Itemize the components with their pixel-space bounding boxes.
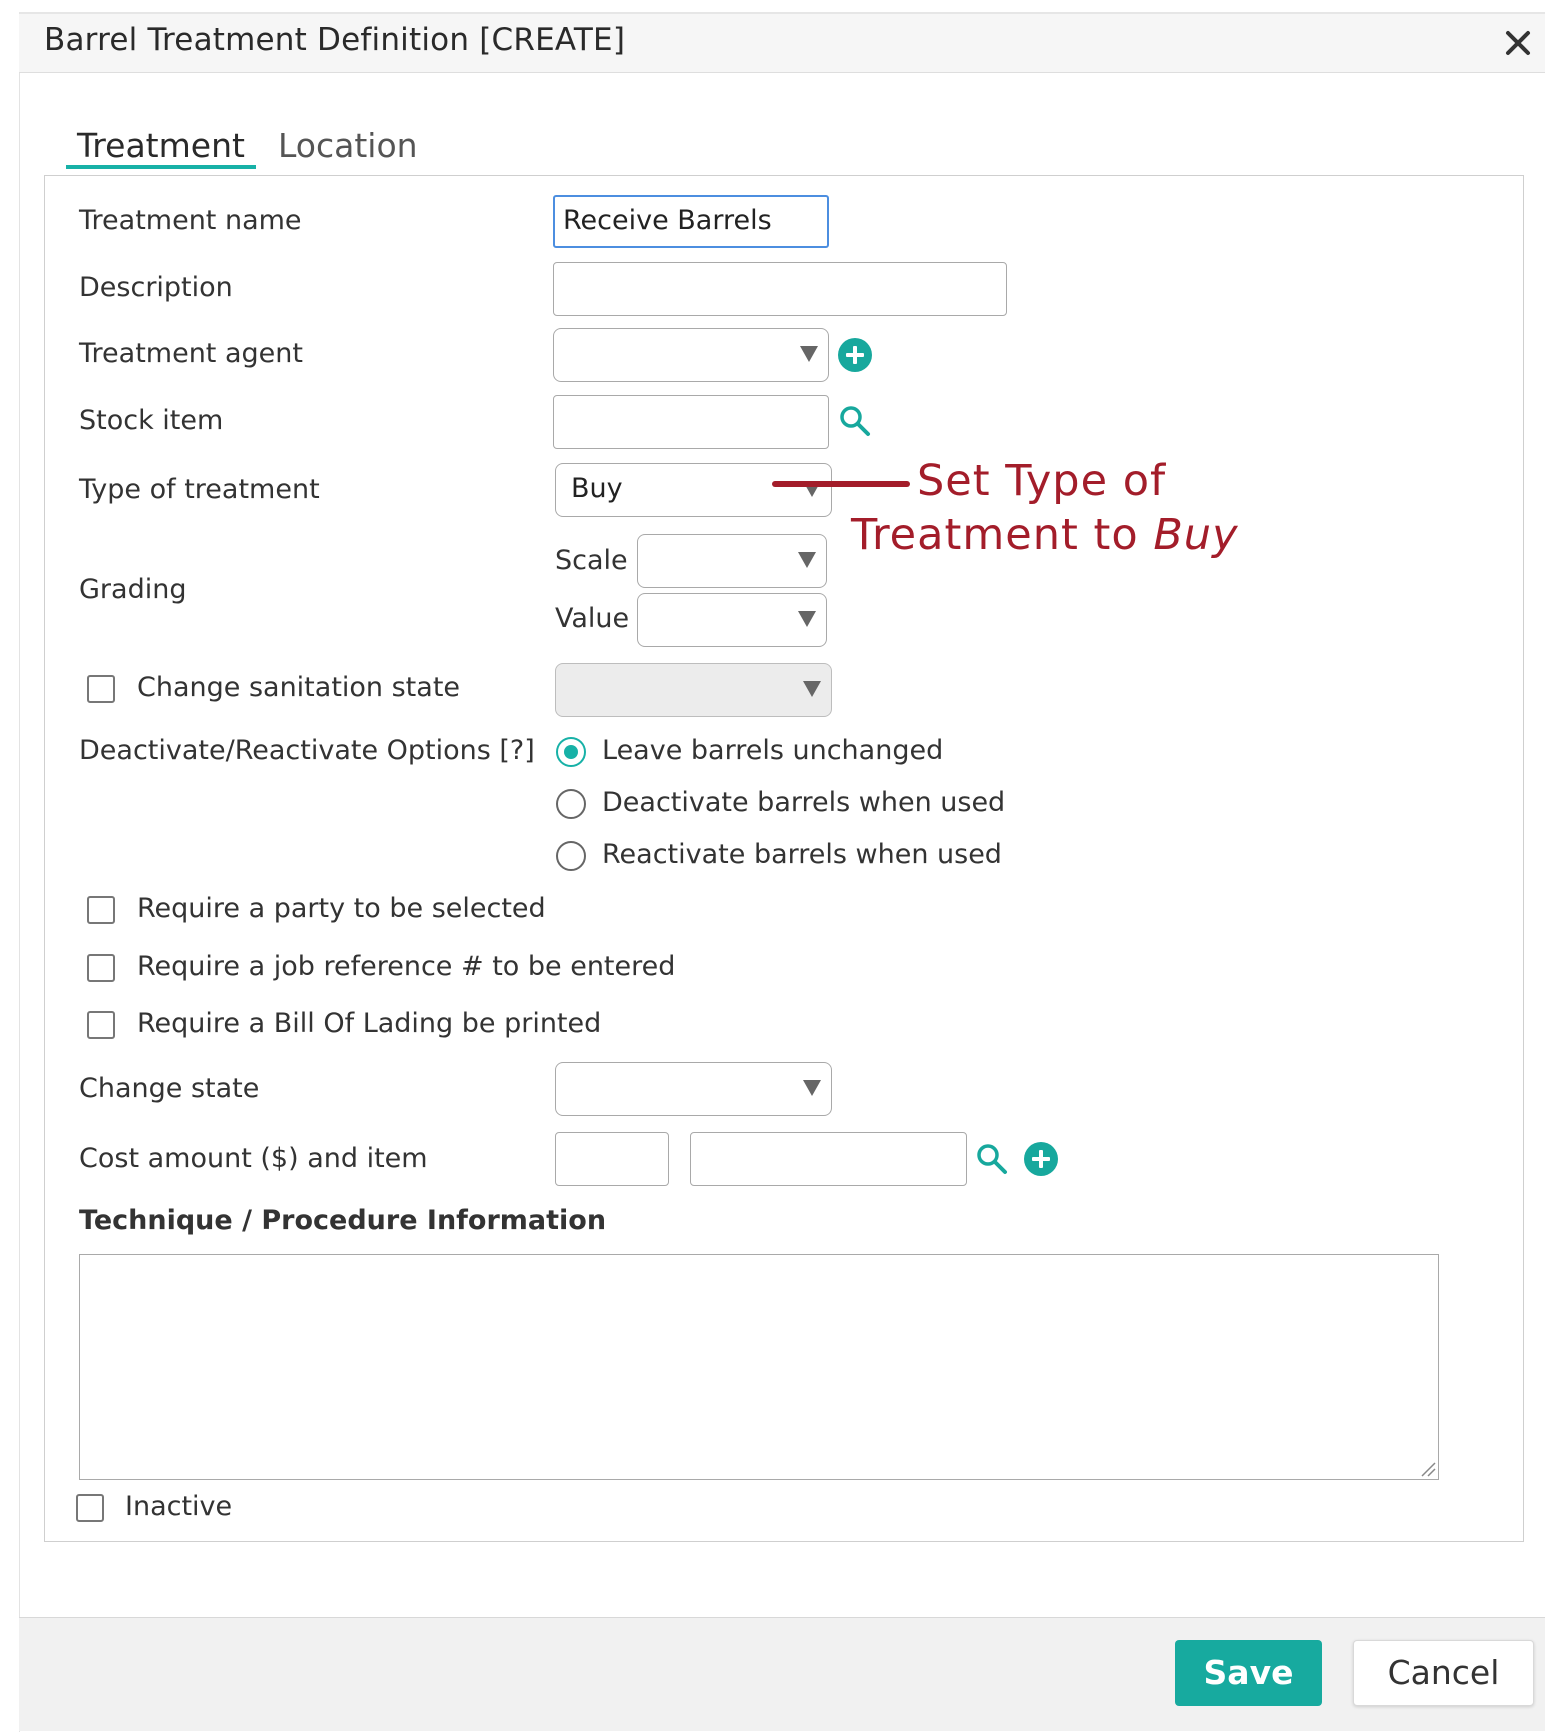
type-of-treatment-label: Type of treatment	[79, 474, 320, 505]
treatment-agent-select[interactable]	[553, 328, 829, 382]
treatment-name-label: Treatment name	[79, 205, 302, 236]
radio-reactivate-when-used-label: Reactivate barrels when used	[602, 839, 1002, 870]
chevron-down-icon	[803, 681, 821, 697]
grading-label: Grading	[79, 574, 187, 605]
radio-reactivate-when-used[interactable]	[556, 841, 586, 871]
type-of-treatment-value: Buy	[571, 473, 623, 504]
change-state-label: Change state	[79, 1073, 260, 1104]
inactive-label: Inactive	[125, 1491, 233, 1522]
radio-leave-unchanged-label: Leave barrels unchanged	[602, 735, 944, 766]
technique-textarea[interactable]	[79, 1254, 1439, 1480]
stock-item-input[interactable]	[553, 395, 829, 449]
chevron-down-icon	[800, 346, 818, 362]
stock-item-label: Stock item	[79, 405, 224, 436]
require-job-ref-label: Require a job reference # to be entered	[137, 951, 676, 982]
radio-deactivate-when-used[interactable]	[556, 789, 586, 819]
resize-handle-icon[interactable]	[1418, 1459, 1436, 1477]
treatment-name-input[interactable]: Receive Barrels	[553, 195, 829, 248]
chevron-down-icon	[798, 552, 816, 568]
treatment-agent-label: Treatment agent	[79, 338, 303, 369]
radio-leave-unchanged[interactable]	[556, 737, 586, 767]
add-cost-item-icon[interactable]	[1024, 1142, 1058, 1176]
annotation-pointer-line	[772, 481, 910, 487]
description-label: Description	[79, 272, 233, 303]
annotation-text-prefix: Treatment to	[851, 510, 1154, 560]
active-tab-indicator	[66, 165, 256, 169]
inactive-checkbox[interactable]	[76, 1494, 104, 1522]
require-bol-checkbox[interactable]	[87, 1011, 115, 1039]
save-button[interactable]: Save	[1175, 1640, 1322, 1706]
close-icon[interactable]	[1500, 25, 1536, 61]
search-icon[interactable]	[975, 1142, 1009, 1176]
technique-label: Technique / Procedure Information	[79, 1205, 607, 1236]
grading-value-select[interactable]	[637, 593, 827, 647]
deactivate-options-label: Deactivate/Reactivate Options [?]	[79, 735, 535, 766]
annotation-text-line1: Set Type of	[917, 456, 1167, 506]
tab-treatment[interactable]: Treatment	[77, 126, 245, 165]
grading-value-label: Value	[555, 603, 630, 634]
radio-deactivate-when-used-label: Deactivate barrels when used	[602, 787, 1006, 818]
require-party-label: Require a party to be selected	[137, 893, 546, 924]
change-sanitation-state-checkbox[interactable]	[87, 675, 115, 703]
grading-scale-label: Scale	[555, 545, 628, 576]
annotation-text-emphasis: Buy	[1153, 510, 1239, 560]
cancel-button[interactable]: Cancel	[1353, 1640, 1534, 1706]
annotation-text-line2	[851, 510, 1239, 560]
require-job-ref-checkbox[interactable]	[87, 954, 115, 982]
tab-location[interactable]: Location	[278, 126, 418, 165]
require-bol-label: Require a Bill Of Lading be printed	[137, 1008, 602, 1039]
grading-scale-select[interactable]	[637, 534, 827, 588]
type-of-treatment-select[interactable]	[555, 463, 832, 517]
description-input[interactable]	[553, 262, 1007, 316]
change-state-select[interactable]	[555, 1062, 832, 1116]
change-sanitation-state-label: Change sanitation state	[137, 672, 461, 703]
cost-amount-input[interactable]	[555, 1132, 669, 1186]
cost-amount-label: Cost amount ($) and item	[79, 1143, 428, 1174]
add-treatment-agent-icon[interactable]	[838, 338, 872, 372]
cost-item-input[interactable]	[690, 1132, 967, 1186]
search-icon[interactable]	[838, 404, 872, 438]
dialog-title: Barrel Treatment Definition [CREATE]	[44, 22, 626, 58]
sanitation-state-select	[555, 663, 832, 717]
require-party-checkbox[interactable]	[87, 896, 115, 924]
chevron-down-icon	[798, 611, 816, 627]
chevron-down-icon	[803, 1080, 821, 1096]
